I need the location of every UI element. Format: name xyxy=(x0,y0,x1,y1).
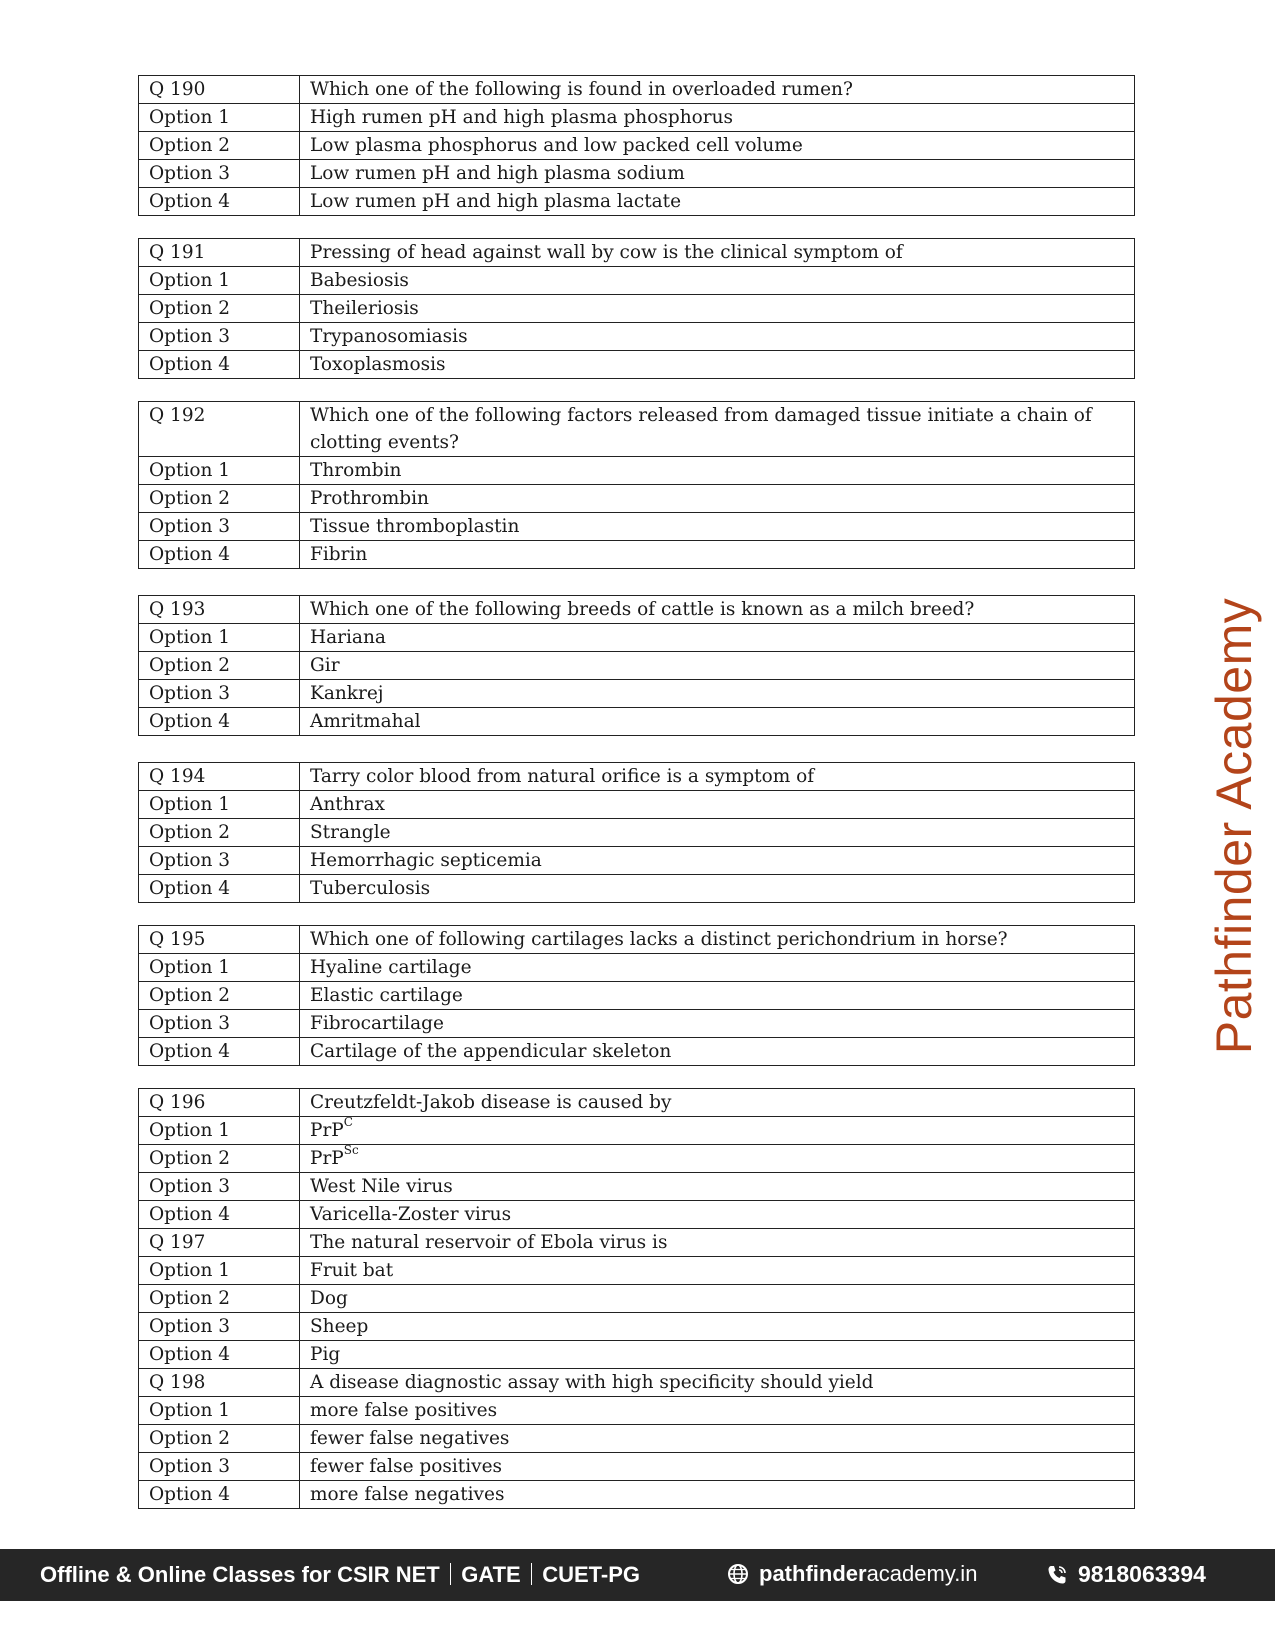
option-label: Option 4 xyxy=(139,1038,300,1066)
phone-number: 9818063394 xyxy=(1078,1561,1206,1587)
option-text-base: PrP xyxy=(310,1148,344,1169)
option-row xyxy=(139,188,1135,216)
option-text: Dog xyxy=(300,1285,1135,1313)
question-text: Which one of following cartilages lacks a distinct perichondrium in horse? xyxy=(300,926,1135,954)
question-table xyxy=(138,595,1135,736)
option-row xyxy=(139,624,1135,652)
option-text: Low plasma phosphorus and low packed cell volume xyxy=(300,132,1135,160)
option-text: Amritmahal xyxy=(300,708,1135,736)
question-table xyxy=(138,401,1135,569)
option-row xyxy=(139,1397,1135,1425)
question-table xyxy=(138,75,1135,216)
option-row xyxy=(139,1038,1135,1066)
option-text: Strangle xyxy=(300,819,1135,847)
question-number: Q 197 xyxy=(139,1229,300,1257)
option-text-base: PrP xyxy=(310,1120,344,1141)
option-text xyxy=(300,1142,1135,1173)
option-label: Option 2 xyxy=(139,982,300,1010)
option-superscript: Sc xyxy=(343,1142,359,1157)
option-text: Hyaline cartilage xyxy=(300,954,1135,982)
option-text: Elastic cartilage xyxy=(300,982,1135,1010)
option-row xyxy=(139,982,1135,1010)
option-text: Hemorrhagic septicemia xyxy=(300,847,1135,875)
option-row xyxy=(139,875,1135,903)
phone-icon xyxy=(1046,1564,1068,1586)
option-text: Low rumen pH and high plasma sodium xyxy=(300,160,1135,188)
option-text: Sheep xyxy=(300,1313,1135,1341)
option-row xyxy=(139,1313,1135,1341)
option-text: Tissue thromboplastin xyxy=(300,513,1135,541)
option-label: Option 2 xyxy=(139,1425,300,1453)
question-text: The natural reservoir of Ebola virus is xyxy=(300,1229,1135,1257)
option-label: Option 1 xyxy=(139,457,300,485)
option-label: Option 4 xyxy=(139,188,300,216)
question-row xyxy=(139,926,1135,954)
option-text: more false positives xyxy=(300,1397,1135,1425)
question-row xyxy=(139,1369,1135,1397)
globe-icon xyxy=(727,1563,749,1585)
question-text: Pressing of head against wall by cow is the clinical symptom of xyxy=(300,239,1135,267)
phone-contact[interactable] xyxy=(1046,1561,1206,1588)
option-text: Prothrombin xyxy=(300,485,1135,513)
separator xyxy=(450,1563,452,1585)
option-label: Option 1 xyxy=(139,1397,300,1425)
classes-item-gate: GATE xyxy=(461,1562,521,1587)
option-row xyxy=(139,791,1135,819)
option-text: fewer false positives xyxy=(300,1453,1135,1481)
option-label: Option 4 xyxy=(139,875,300,903)
option-text: Varicella-Zoster virus xyxy=(300,1201,1135,1229)
option-text: Toxoplasmosis xyxy=(300,351,1135,379)
option-label: Option 2 xyxy=(139,1285,300,1313)
option-text: Fibrin xyxy=(300,541,1135,569)
question-text: Creutzfeldt-Jakob disease is caused by xyxy=(300,1089,1135,1117)
question-table xyxy=(138,762,1135,903)
question-list xyxy=(138,75,1135,1509)
classes-info xyxy=(40,1562,640,1588)
option-label: Option 1 xyxy=(139,1257,300,1285)
option-row xyxy=(139,954,1135,982)
website-domain-main: pathfinder xyxy=(759,1561,867,1586)
option-text: High rumen pH and high plasma phosphorus xyxy=(300,104,1135,132)
option-text: fewer false negatives xyxy=(300,1425,1135,1453)
option-row xyxy=(139,1173,1135,1201)
question-table xyxy=(138,925,1135,1066)
option-text: Thrombin xyxy=(300,457,1135,485)
question-number: Q 198 xyxy=(139,1369,300,1397)
option-row xyxy=(139,1145,1135,1173)
question-table xyxy=(138,238,1135,379)
option-row xyxy=(139,295,1135,323)
option-label: Option 3 xyxy=(139,323,300,351)
option-row xyxy=(139,1010,1135,1038)
option-text: Trypanosomiasis xyxy=(300,323,1135,351)
option-text: Gir xyxy=(300,652,1135,680)
option-label: Option 3 xyxy=(139,847,300,875)
option-text: Anthrax xyxy=(300,791,1135,819)
option-row xyxy=(139,652,1135,680)
footer-bar xyxy=(0,1549,1275,1601)
option-label: Option 3 xyxy=(139,160,300,188)
option-text: Cartilage of the appendicular skeleton xyxy=(300,1038,1135,1066)
option-text: Pig xyxy=(300,1341,1135,1369)
question-row xyxy=(139,596,1135,624)
option-text xyxy=(300,1114,1135,1145)
option-label: Option 1 xyxy=(139,954,300,982)
option-text: more false negatives xyxy=(300,1481,1135,1509)
option-row xyxy=(139,1201,1135,1229)
option-label: Option 4 xyxy=(139,1201,300,1229)
option-label: Option 1 xyxy=(139,104,300,132)
option-label: Option 2 xyxy=(139,1145,300,1173)
option-row xyxy=(139,819,1135,847)
option-row xyxy=(139,513,1135,541)
question-text: Tarry color blood from natural orifice is a symptom of xyxy=(300,763,1135,791)
option-text: Theileriosis xyxy=(300,295,1135,323)
question-text: A disease diagnostic assay with high specificity should yield xyxy=(300,1369,1135,1397)
option-row xyxy=(139,1257,1135,1285)
option-text: Low rumen pH and high plasma lactate xyxy=(300,188,1135,216)
question-text: Which one of the following is found in overloaded rumen? xyxy=(300,76,1135,104)
option-row xyxy=(139,267,1135,295)
option-row xyxy=(139,708,1135,736)
option-text: Fruit bat xyxy=(300,1257,1135,1285)
question-number: Q 193 xyxy=(139,596,300,624)
option-label: Option 1 xyxy=(139,267,300,295)
option-row xyxy=(139,541,1135,569)
question-number: Q 191 xyxy=(139,239,300,267)
option-text: Fibrocartilage xyxy=(300,1010,1135,1038)
option-row xyxy=(139,1341,1135,1369)
watermark: Pathfinder Academy xyxy=(1206,597,1262,1055)
option-text: Tuberculosis xyxy=(300,875,1135,903)
option-label: Option 3 xyxy=(139,680,300,708)
option-row xyxy=(139,323,1135,351)
option-row xyxy=(139,132,1135,160)
question-number: Q 195 xyxy=(139,926,300,954)
option-row xyxy=(139,1453,1135,1481)
separator xyxy=(531,1563,533,1585)
option-row xyxy=(139,847,1135,875)
question-text: Which one of the following breeds of cattle is known as a milch breed? xyxy=(300,596,1135,624)
option-label: Option 4 xyxy=(139,541,300,569)
option-row xyxy=(139,1425,1135,1453)
option-label: Option 3 xyxy=(139,513,300,541)
option-row xyxy=(139,160,1135,188)
option-row xyxy=(139,485,1135,513)
option-row xyxy=(139,457,1135,485)
question-row xyxy=(139,1229,1135,1257)
option-text: West Nile virus xyxy=(300,1173,1135,1201)
option-label: Option 2 xyxy=(139,295,300,323)
option-label: Option 1 xyxy=(139,1117,300,1145)
option-text: Babesiosis xyxy=(300,267,1135,295)
option-label: Option 2 xyxy=(139,819,300,847)
option-label: Option 4 xyxy=(139,1481,300,1509)
option-label: Option 4 xyxy=(139,708,300,736)
option-label: Option 3 xyxy=(139,1313,300,1341)
question-number: Q 190 xyxy=(139,76,300,104)
question-table xyxy=(138,1088,1135,1509)
option-row xyxy=(139,1117,1135,1145)
option-text: Kankrej xyxy=(300,680,1135,708)
option-row xyxy=(139,104,1135,132)
option-label: Option 1 xyxy=(139,624,300,652)
question-row xyxy=(139,402,1135,457)
question-row xyxy=(139,76,1135,104)
option-label: Option 3 xyxy=(139,1453,300,1481)
option-row xyxy=(139,351,1135,379)
option-label: Option 4 xyxy=(139,351,300,379)
question-number: Q 196 xyxy=(139,1089,300,1117)
website-link[interactable] xyxy=(727,1561,977,1587)
website-domain-rest: academy.in xyxy=(866,1561,978,1586)
option-row xyxy=(139,1285,1135,1313)
option-label: Option 4 xyxy=(139,1341,300,1369)
question-number: Q 194 xyxy=(139,763,300,791)
option-label: Option 2 xyxy=(139,485,300,513)
question-row xyxy=(139,763,1135,791)
option-label: Option 3 xyxy=(139,1010,300,1038)
classes-item-cuet: CUET-PG xyxy=(542,1562,641,1587)
option-label: Option 2 xyxy=(139,652,300,680)
option-row xyxy=(139,1481,1135,1509)
option-label: Option 2 xyxy=(139,132,300,160)
option-label: Option 3 xyxy=(139,1173,300,1201)
question-row xyxy=(139,239,1135,267)
option-text: Hariana xyxy=(300,624,1135,652)
classes-prefix: Offline & Online Classes for CSIR NET xyxy=(40,1562,440,1587)
question-number: Q 192 xyxy=(139,402,300,457)
question-row xyxy=(139,1089,1135,1117)
question-text: Which one of the following factors released from damaged tissue initiate a chain of clotting events? xyxy=(300,402,1135,457)
option-label: Option 1 xyxy=(139,791,300,819)
option-superscript: C xyxy=(343,1114,353,1129)
option-row xyxy=(139,680,1135,708)
